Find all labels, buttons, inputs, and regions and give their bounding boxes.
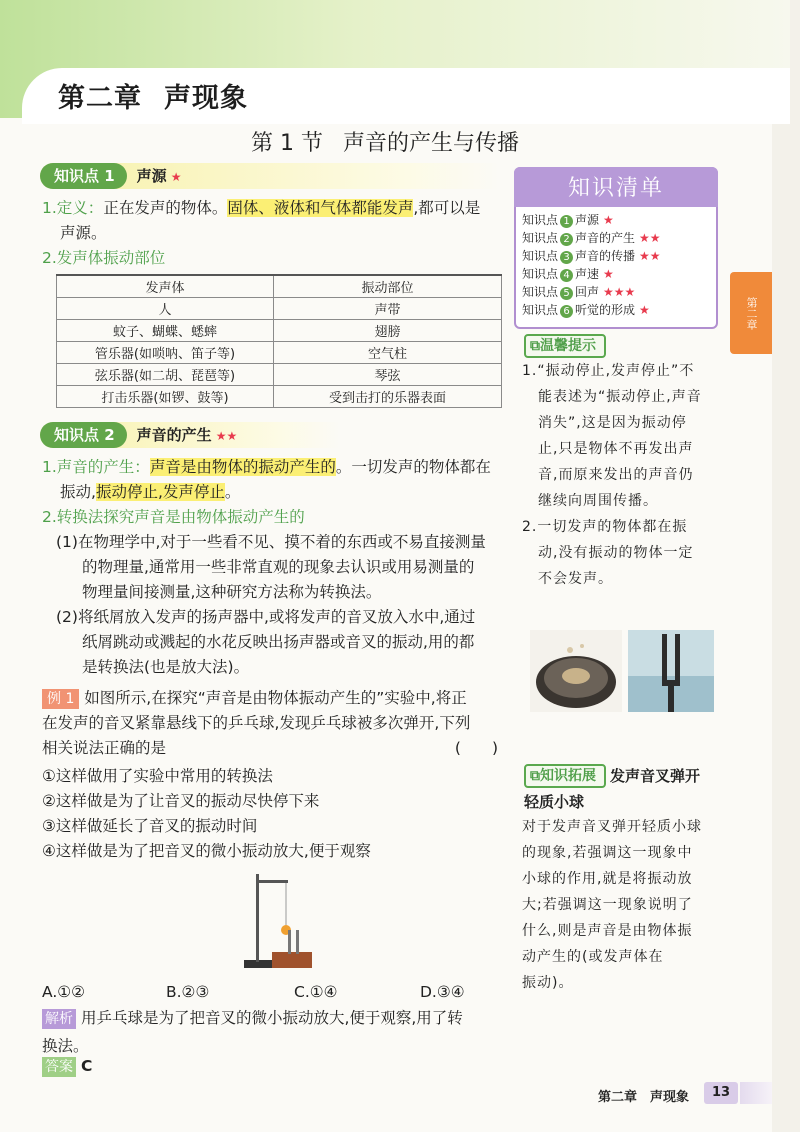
option-a: A.①② — [42, 983, 86, 1001]
kp2-stars: ★★ — [215, 429, 238, 443]
kp2-tag — [40, 422, 340, 448]
kp2-method-title: 2.转换法探究声音是由物体振动产生的 — [42, 508, 305, 526]
option-c: C.①④ — [294, 983, 338, 1001]
example-question: 例 1 如图所示,在探究“声音是由物体振动产生的”实验中,将正 在发声的音叉紧靠悬线下的乒乓球,发现乒乓球被多次弹开,下列 相关说法正确的是 ( ) — [42, 686, 508, 761]
tip-tag: ⧉温馨提示 — [524, 334, 606, 358]
tip-icon: ⧉ — [530, 338, 540, 354]
table-row — [57, 364, 502, 386]
table-header: 振动部位 — [274, 275, 502, 298]
footer-strip — [740, 1082, 772, 1104]
table-cell: 蚊子、蝴蝶、蟋蟀 — [57, 320, 274, 342]
example-analysis: 解析 用乒乓球是为了把音叉的微小振动放大,便于观察,用了转 换法。 — [42, 1009, 463, 1055]
speaker-photo — [530, 630, 622, 712]
example-tag: 例 1 — [42, 689, 79, 709]
table-row — [57, 342, 502, 364]
example-statements: ①这样做用了实验中常用的转换法 ②这样做是为了让音叉的振动尽快停下来 ③这样做延长了音叉的振动时间 ④这样做是为了把音叉的微小振动放大,便于观察 — [42, 767, 371, 860]
kp1-name: 声源 — [136, 167, 167, 185]
table-cell: 管乐器(如唢呐、笛子等) — [57, 342, 274, 364]
option-d: D.③④ — [420, 983, 465, 1001]
table-header-row — [57, 275, 502, 298]
tip-2: 2.一切发声的物体都在振 动,没有振动的物体一定 不会发声。 — [522, 519, 694, 587]
page-number: 13 — [704, 1082, 738, 1104]
kp1-definition: 1.定义：正在发声的物体。固体、液体和气体都能发声,都可以是 声源。 — [42, 199, 481, 242]
list-item[interactable]: 知识点 3 声音的传播 ★★ — [522, 249, 661, 263]
kp2-production: 1.声音的产生：声音是由物体的振动产生的。一切发声的物体都在 振动,振动停止,发声停止。 — [42, 458, 491, 501]
kp1-label: 知识点 1 — [40, 163, 127, 189]
knowledge-list-items — [522, 211, 714, 319]
table-header: 发声体 — [57, 275, 274, 298]
example-options — [42, 980, 508, 1005]
vibration-table — [56, 274, 502, 408]
footer-chapter: 第二章 声现象 — [598, 1090, 690, 1105]
list-item[interactable]: 知识点 4 声速 ★ — [522, 267, 614, 281]
table-row — [57, 386, 502, 408]
kp2-label: 知识点 2 — [40, 422, 127, 448]
extension-icon: ⧉ — [530, 768, 540, 784]
extension-text: 对于发声音叉弹开轻质小球 的现象,若强调这一现象中 小球的作用,就是将振动放 大;若强调这一现象说明了 什么,则是声音是由物体振 动产生的(或发声体在 振动)。 — [522, 819, 702, 991]
list-item[interactable]: 知识点 6 听觉的形成 ★ — [522, 303, 650, 317]
kp1-stars: ★ — [170, 170, 182, 184]
analysis-tag: 解析 — [42, 1009, 76, 1029]
section-title: 第 1 节 声音的产生与传播 — [251, 131, 519, 156]
table-cell: 人 — [57, 298, 274, 320]
extension-heading-2: 轻质小球 — [524, 793, 585, 811]
tuning-fork-apparatus — [238, 868, 318, 972]
chapter-side-tab[interactable]: 第二章 — [730, 272, 772, 354]
knowledge-list-title: 知识清单 — [567, 176, 664, 201]
example-answer: 答案 C — [42, 1054, 92, 1079]
kp2-item1: (1)在物理学中,对于一些看不见、摸不着的东西或不易直接测量 的物理量,通常用一些非常直观的现象去认识或用易测量的 物理量间接测量,这种研究方法称为转换法。 — [56, 533, 486, 601]
extension-tag: ⧉知识拓展 — [524, 764, 606, 788]
chapter-title: 第二章 声现象 — [58, 83, 248, 114]
page-edge — [772, 0, 800, 1132]
tip-1: 1.“振动停止,发声停止”不 能表述为“振动停止,声音 消失”,这是因为振动停 止,只是物体不再发出声 音,而原来发出的声音仍 继续向周围传播。 — [522, 363, 702, 509]
table-cell: 翅膀 — [274, 320, 502, 342]
answer-tag: 答案 — [42, 1057, 76, 1077]
kp1-tag — [40, 163, 500, 189]
table-row — [57, 320, 502, 342]
tuning-fork-water-photo — [628, 630, 714, 712]
table-cell: 琴弦 — [274, 364, 502, 386]
list-item[interactable]: 知识点 1 声源 ★ — [522, 213, 614, 227]
list-item[interactable]: 知识点 2 声音的产生 ★★ — [522, 231, 661, 245]
kp2-item2: (2)将纸屑放入发声的扬声器中,或将发声的音叉放入水中,通过 纸屑跳动或溅起的水花反映出扬声器或音叉的振动,用的都 是转换法(也是放大法)。 — [56, 608, 476, 676]
kp1-parts-title: 2.发声体振动部位 — [42, 249, 166, 267]
table-cell: 弦乐器(如二胡、琵琶等) — [57, 364, 274, 386]
kp2-name: 声音的产生 — [136, 426, 212, 444]
extension-heading-1: 发声音叉弹开 — [610, 767, 701, 785]
table-cell: 空气柱 — [274, 342, 502, 364]
list-item[interactable]: 知识点 5 回声 ★★★ — [522, 285, 636, 299]
option-b: B.②③ — [166, 983, 210, 1001]
table-cell: 打击乐器(如锣、鼓等) — [57, 386, 274, 408]
answer-bracket: ( ) — [454, 739, 498, 757]
table-cell: 受到击打的乐器表面 — [274, 386, 502, 408]
table-cell: 声带 — [274, 298, 502, 320]
table-row — [57, 298, 502, 320]
